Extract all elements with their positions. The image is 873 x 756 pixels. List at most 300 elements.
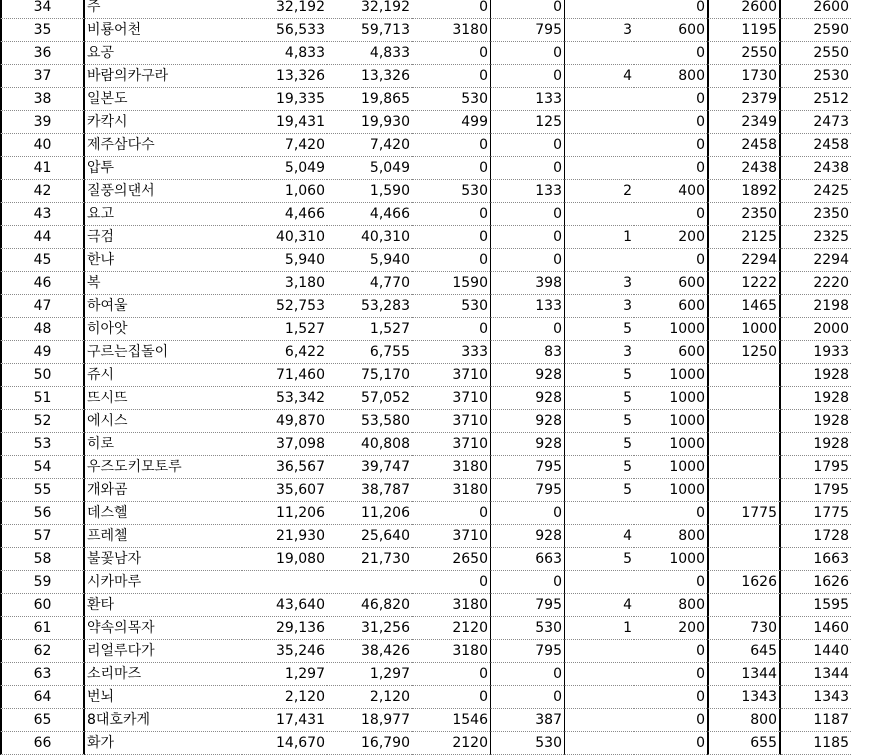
value-b-cell[interactable]: 19,865	[327, 88, 412, 111]
rank-cell[interactable]: 38	[0, 88, 85, 111]
value-b-cell[interactable]: 38,426	[327, 640, 412, 663]
base-points-cell[interactable]: 1000	[707, 318, 781, 341]
name-cell[interactable]: 일본도	[85, 88, 242, 111]
count-points-cell[interactable]: 0	[634, 134, 707, 157]
total-cell[interactable]: 1344	[781, 663, 851, 686]
total-cell[interactable]: 1728	[781, 525, 851, 548]
diff-cell[interactable]: 3710	[412, 364, 490, 387]
rank-cell[interactable]: 51	[0, 387, 85, 410]
rank-cell[interactable]: 64	[0, 686, 85, 709]
quarter-cell[interactable]: 387	[490, 709, 564, 732]
rank-cell[interactable]: 61	[0, 617, 85, 640]
diff-cell[interactable]: 2650	[412, 548, 490, 571]
count-points-cell[interactable]: 600	[634, 272, 707, 295]
count-cell[interactable]	[564, 249, 634, 272]
base-points-cell[interactable]: 1222	[707, 272, 781, 295]
count-points-cell[interactable]: 800	[634, 525, 707, 548]
count-cell[interactable]: 3	[564, 272, 634, 295]
value-a-cell[interactable]: 19,431	[242, 111, 327, 134]
value-a-cell[interactable]: 17,431	[242, 709, 327, 732]
count-cell[interactable]	[564, 502, 634, 525]
quarter-cell[interactable]: 0	[490, 134, 564, 157]
value-b-cell[interactable]: 75,170	[327, 364, 412, 387]
rank-cell[interactable]: 46	[0, 272, 85, 295]
value-a-cell[interactable]: 4,833	[242, 42, 327, 65]
diff-cell[interactable]: 0	[412, 134, 490, 157]
value-a-cell[interactable]: 43,640	[242, 594, 327, 617]
base-points-cell[interactable]: 1344	[707, 663, 781, 686]
name-cell[interactable]: 비룡어천	[85, 19, 242, 42]
value-a-cell[interactable]: 4,466	[242, 203, 327, 226]
value-b-cell[interactable]: 1,590	[327, 180, 412, 203]
rank-cell[interactable]: 48	[0, 318, 85, 341]
count-points-cell[interactable]: 1000	[634, 548, 707, 571]
count-cell[interactable]	[564, 686, 634, 709]
total-cell[interactable]: 2294	[781, 249, 851, 272]
quarter-cell[interactable]: 0	[490, 686, 564, 709]
name-cell[interactable]: 복	[85, 272, 242, 295]
count-cell[interactable]: 1	[564, 226, 634, 249]
base-points-cell[interactable]: 2458	[707, 134, 781, 157]
quarter-cell[interactable]: 0	[490, 571, 564, 594]
value-b-cell[interactable]: 2,120	[327, 686, 412, 709]
value-a-cell[interactable]: 1,527	[242, 318, 327, 341]
diff-cell[interactable]: 333	[412, 341, 490, 364]
value-a-cell[interactable]: 5,940	[242, 249, 327, 272]
count-points-cell[interactable]: 0	[634, 42, 707, 65]
value-b-cell[interactable]: 4,466	[327, 203, 412, 226]
quarter-cell[interactable]: 928	[490, 433, 564, 456]
count-cell[interactable]	[564, 42, 634, 65]
diff-cell[interactable]: 2120	[412, 617, 490, 640]
diff-cell[interactable]: 3180	[412, 479, 490, 502]
count-points-cell[interactable]: 400	[634, 180, 707, 203]
base-points-cell[interactable]: 1195	[707, 19, 781, 42]
value-b-cell[interactable]: 39,747	[327, 456, 412, 479]
quarter-cell[interactable]: 795	[490, 456, 564, 479]
quarter-cell[interactable]: 795	[490, 594, 564, 617]
value-b-cell[interactable]: 25,640	[327, 525, 412, 548]
quarter-cell[interactable]: 795	[490, 640, 564, 663]
rank-cell[interactable]: 41	[0, 157, 85, 180]
base-points-cell[interactable]: 1250	[707, 341, 781, 364]
quarter-cell[interactable]: 125	[490, 111, 564, 134]
value-a-cell[interactable]: 1,297	[242, 663, 327, 686]
value-b-cell[interactable]: 57,052	[327, 387, 412, 410]
total-cell[interactable]: 1795	[781, 456, 851, 479]
quarter-cell[interactable]: 928	[490, 525, 564, 548]
value-a-cell[interactable]: 2,120	[242, 686, 327, 709]
count-cell[interactable]: 4	[564, 525, 634, 548]
base-points-cell[interactable]: 730	[707, 617, 781, 640]
name-cell[interactable]: 8대호카게	[85, 709, 242, 732]
name-cell[interactable]: 요공	[85, 42, 242, 65]
rank-cell[interactable]: 39	[0, 111, 85, 134]
name-cell[interactable]: 하여울	[85, 295, 242, 318]
quarter-cell[interactable]: 530	[490, 617, 564, 640]
value-b-cell[interactable]: 53,580	[327, 410, 412, 433]
name-cell[interactable]: 히아앗	[85, 318, 242, 341]
value-b-cell[interactable]: 21,730	[327, 548, 412, 571]
rank-cell[interactable]: 44	[0, 226, 85, 249]
value-b-cell[interactable]: 32,192	[327, 0, 412, 19]
rank-cell[interactable]: 63	[0, 663, 85, 686]
value-a-cell[interactable]: 11,206	[242, 502, 327, 525]
value-a-cell[interactable]: 1,060	[242, 180, 327, 203]
count-points-cell[interactable]: 0	[634, 640, 707, 663]
name-cell[interactable]: 시카마루	[85, 571, 242, 594]
total-cell[interactable]: 2000	[781, 318, 851, 341]
value-b-cell[interactable]: 38,787	[327, 479, 412, 502]
rank-cell[interactable]: 60	[0, 594, 85, 617]
name-cell[interactable]: 프레첼	[85, 525, 242, 548]
value-a-cell[interactable]: 49,870	[242, 410, 327, 433]
diff-cell[interactable]: 3710	[412, 387, 490, 410]
count-cell[interactable]: 5	[564, 433, 634, 456]
count-cell[interactable]: 5	[564, 364, 634, 387]
quarter-cell[interactable]: 398	[490, 272, 564, 295]
value-b-cell[interactable]	[327, 571, 412, 594]
total-cell[interactable]: 1933	[781, 341, 851, 364]
value-a-cell[interactable]: 6,422	[242, 341, 327, 364]
total-cell[interactable]: 1928	[781, 387, 851, 410]
count-cell[interactable]: 3	[564, 341, 634, 364]
count-points-cell[interactable]: 0	[634, 0, 707, 19]
rank-cell[interactable]: 52	[0, 410, 85, 433]
diff-cell[interactable]: 1546	[412, 709, 490, 732]
diff-cell[interactable]: 0	[412, 318, 490, 341]
total-cell[interactable]: 2325	[781, 226, 851, 249]
total-cell[interactable]: 1595	[781, 594, 851, 617]
base-points-cell[interactable]: 1465	[707, 295, 781, 318]
diff-cell[interactable]: 3710	[412, 525, 490, 548]
diff-cell[interactable]: 2120	[412, 732, 490, 755]
count-points-cell[interactable]: 0	[634, 663, 707, 686]
count-cell[interactable]	[564, 157, 634, 180]
total-cell[interactable]: 1185	[781, 732, 851, 755]
diff-cell[interactable]: 3710	[412, 410, 490, 433]
count-points-cell[interactable]: 0	[634, 249, 707, 272]
value-a-cell[interactable]: 13,326	[242, 65, 327, 88]
name-cell[interactable]: 번뇌	[85, 686, 242, 709]
quarter-cell[interactable]: 0	[490, 249, 564, 272]
rank-cell[interactable]: 66	[0, 732, 85, 755]
diff-cell[interactable]: 1590	[412, 272, 490, 295]
base-points-cell[interactable]: 1343	[707, 686, 781, 709]
count-points-cell[interactable]: 200	[634, 226, 707, 249]
total-cell[interactable]: 1440	[781, 640, 851, 663]
rank-cell[interactable]: 54	[0, 456, 85, 479]
value-b-cell[interactable]: 19,930	[327, 111, 412, 134]
total-cell[interactable]: 1928	[781, 433, 851, 456]
value-b-cell[interactable]: 31,256	[327, 617, 412, 640]
rank-cell[interactable]: 65	[0, 709, 85, 732]
rank-cell[interactable]: 40	[0, 134, 85, 157]
diff-cell[interactable]: 0	[412, 571, 490, 594]
value-a-cell[interactable]: 32,192	[242, 0, 327, 19]
quarter-cell[interactable]: 0	[490, 0, 564, 19]
name-cell[interactable]: 한냐	[85, 249, 242, 272]
quarter-cell[interactable]: 0	[490, 65, 564, 88]
quarter-cell[interactable]: 0	[490, 226, 564, 249]
value-b-cell[interactable]: 5,940	[327, 249, 412, 272]
diff-cell[interactable]: 3180	[412, 456, 490, 479]
base-points-cell[interactable]: 800	[707, 709, 781, 732]
quarter-cell[interactable]: 83	[490, 341, 564, 364]
count-points-cell[interactable]: 1000	[634, 387, 707, 410]
base-points-cell[interactable]	[707, 387, 781, 410]
diff-cell[interactable]: 3180	[412, 640, 490, 663]
count-cell[interactable]	[564, 709, 634, 732]
count-points-cell[interactable]: 600	[634, 19, 707, 42]
value-b-cell[interactable]: 1,297	[327, 663, 412, 686]
diff-cell[interactable]: 0	[412, 42, 490, 65]
value-a-cell[interactable]: 19,335	[242, 88, 327, 111]
rank-cell[interactable]: 36	[0, 42, 85, 65]
diff-cell[interactable]: 3180	[412, 19, 490, 42]
rank-cell[interactable]: 57	[0, 525, 85, 548]
name-cell[interactable]: 압투	[85, 157, 242, 180]
name-cell[interactable]: 데스헬	[85, 502, 242, 525]
rank-cell[interactable]: 37	[0, 65, 85, 88]
diff-cell[interactable]: 0	[412, 203, 490, 226]
value-b-cell[interactable]: 6,755	[327, 341, 412, 364]
total-cell[interactable]: 2198	[781, 295, 851, 318]
name-cell[interactable]: 주	[85, 0, 242, 19]
count-cell[interactable]	[564, 640, 634, 663]
count-cell[interactable]	[564, 88, 634, 111]
name-cell[interactable]: 구르는집돌이	[85, 341, 242, 364]
name-cell[interactable]: 약속의목자	[85, 617, 242, 640]
rank-cell[interactable]: 62	[0, 640, 85, 663]
quarter-cell[interactable]: 530	[490, 732, 564, 755]
count-points-cell[interactable]: 0	[634, 157, 707, 180]
total-cell[interactable]: 2600	[781, 0, 851, 19]
rank-cell[interactable]: 58	[0, 548, 85, 571]
value-b-cell[interactable]: 16,790	[327, 732, 412, 755]
quarter-cell[interactable]: 133	[490, 180, 564, 203]
base-points-cell[interactable]	[707, 479, 781, 502]
base-points-cell[interactable]	[707, 594, 781, 617]
base-points-cell[interactable]: 1730	[707, 65, 781, 88]
count-cell[interactable]	[564, 663, 634, 686]
base-points-cell[interactable]: 2349	[707, 111, 781, 134]
count-points-cell[interactable]: 800	[634, 594, 707, 617]
diff-cell[interactable]: 3180	[412, 594, 490, 617]
count-cell[interactable]	[564, 134, 634, 157]
rank-cell[interactable]: 34	[0, 0, 85, 19]
count-cell[interactable]: 5	[564, 318, 634, 341]
name-cell[interactable]: 환타	[85, 594, 242, 617]
rank-cell[interactable]: 50	[0, 364, 85, 387]
count-points-cell[interactable]: 1000	[634, 318, 707, 341]
quarter-cell[interactable]: 663	[490, 548, 564, 571]
value-b-cell[interactable]: 40,808	[327, 433, 412, 456]
value-b-cell[interactable]: 7,420	[327, 134, 412, 157]
base-points-cell[interactable]: 645	[707, 640, 781, 663]
count-points-cell[interactable]: 0	[634, 709, 707, 732]
count-cell[interactable]: 5	[564, 548, 634, 571]
name-cell[interactable]: 히로	[85, 433, 242, 456]
name-cell[interactable]: 질풍의댄서	[85, 180, 242, 203]
name-cell[interactable]: 쥬시	[85, 364, 242, 387]
diff-cell[interactable]: 0	[412, 157, 490, 180]
name-cell[interactable]: 우즈도키모토루	[85, 456, 242, 479]
base-points-cell[interactable]	[707, 456, 781, 479]
name-cell[interactable]: 극검	[85, 226, 242, 249]
name-cell[interactable]: 뜨시뜨	[85, 387, 242, 410]
value-a-cell[interactable]: 19,080	[242, 548, 327, 571]
value-b-cell[interactable]: 4,770	[327, 272, 412, 295]
name-cell[interactable]: 화가	[85, 732, 242, 755]
diff-cell[interactable]: 530	[412, 88, 490, 111]
base-points-cell[interactable]: 2600	[707, 0, 781, 19]
value-a-cell[interactable]	[242, 571, 327, 594]
name-cell[interactable]: 불꽃남자	[85, 548, 242, 571]
total-cell[interactable]: 2425	[781, 180, 851, 203]
name-cell[interactable]: 요고	[85, 203, 242, 226]
count-cell[interactable]: 3	[564, 295, 634, 318]
value-a-cell[interactable]: 7,420	[242, 134, 327, 157]
base-points-cell[interactable]: 1892	[707, 180, 781, 203]
value-b-cell[interactable]: 5,049	[327, 157, 412, 180]
total-cell[interactable]: 2512	[781, 88, 851, 111]
value-b-cell[interactable]: 11,206	[327, 502, 412, 525]
quarter-cell[interactable]: 928	[490, 387, 564, 410]
name-cell[interactable]: 바람의카구라	[85, 65, 242, 88]
quarter-cell[interactable]: 0	[490, 203, 564, 226]
value-a-cell[interactable]: 52,753	[242, 295, 327, 318]
total-cell[interactable]: 1460	[781, 617, 851, 640]
base-points-cell[interactable]: 2379	[707, 88, 781, 111]
total-cell[interactable]: 2550	[781, 42, 851, 65]
value-b-cell[interactable]: 40,310	[327, 226, 412, 249]
quarter-cell[interactable]: 795	[490, 19, 564, 42]
base-points-cell[interactable]	[707, 433, 781, 456]
count-points-cell[interactable]: 1000	[634, 364, 707, 387]
count-points-cell[interactable]: 0	[634, 111, 707, 134]
quarter-cell[interactable]: 133	[490, 295, 564, 318]
value-a-cell[interactable]: 56,533	[242, 19, 327, 42]
total-cell[interactable]: 2458	[781, 134, 851, 157]
total-cell[interactable]: 2438	[781, 157, 851, 180]
quarter-cell[interactable]: 0	[490, 157, 564, 180]
base-points-cell[interactable]	[707, 364, 781, 387]
total-cell[interactable]: 1626	[781, 571, 851, 594]
count-cell[interactable]: 4	[564, 594, 634, 617]
rank-cell[interactable]: 59	[0, 571, 85, 594]
quarter-cell[interactable]: 795	[490, 479, 564, 502]
total-cell[interactable]: 2350	[781, 203, 851, 226]
total-cell[interactable]: 2220	[781, 272, 851, 295]
name-cell[interactable]: 에시스	[85, 410, 242, 433]
base-points-cell[interactable]: 2438	[707, 157, 781, 180]
base-points-cell[interactable]: 655	[707, 732, 781, 755]
diff-cell[interactable]: 530	[412, 180, 490, 203]
count-points-cell[interactable]: 800	[634, 65, 707, 88]
quarter-cell[interactable]: 133	[490, 88, 564, 111]
count-cell[interactable]	[564, 732, 634, 755]
total-cell[interactable]: 2530	[781, 65, 851, 88]
count-points-cell[interactable]: 200	[634, 617, 707, 640]
name-cell[interactable]: 카칵시	[85, 111, 242, 134]
value-b-cell[interactable]: 4,833	[327, 42, 412, 65]
diff-cell[interactable]: 530	[412, 295, 490, 318]
value-a-cell[interactable]: 71,460	[242, 364, 327, 387]
count-points-cell[interactable]: 0	[634, 203, 707, 226]
count-points-cell[interactable]: 1000	[634, 433, 707, 456]
count-cell[interactable]: 5	[564, 410, 634, 433]
value-a-cell[interactable]: 14,670	[242, 732, 327, 755]
count-cell[interactable]: 5	[564, 479, 634, 502]
value-b-cell[interactable]: 46,820	[327, 594, 412, 617]
value-a-cell[interactable]: 35,246	[242, 640, 327, 663]
value-a-cell[interactable]: 5,049	[242, 157, 327, 180]
diff-cell[interactable]: 0	[412, 249, 490, 272]
count-cell[interactable]	[564, 203, 634, 226]
base-points-cell[interactable]: 2294	[707, 249, 781, 272]
count-cell[interactable]: 2	[564, 180, 634, 203]
quarter-cell[interactable]: 928	[490, 364, 564, 387]
total-cell[interactable]: 1928	[781, 410, 851, 433]
rank-cell[interactable]: 35	[0, 19, 85, 42]
value-a-cell[interactable]: 3,180	[242, 272, 327, 295]
diff-cell[interactable]: 0	[412, 65, 490, 88]
base-points-cell[interactable]: 2550	[707, 42, 781, 65]
name-cell[interactable]: 개와곰	[85, 479, 242, 502]
rank-cell[interactable]: 45	[0, 249, 85, 272]
count-points-cell[interactable]: 600	[634, 341, 707, 364]
rank-cell[interactable]: 43	[0, 203, 85, 226]
count-points-cell[interactable]: 1000	[634, 410, 707, 433]
count-points-cell[interactable]: 0	[634, 502, 707, 525]
value-a-cell[interactable]: 37,098	[242, 433, 327, 456]
count-points-cell[interactable]: 0	[634, 732, 707, 755]
count-cell[interactable]	[564, 571, 634, 594]
name-cell[interactable]: 소리마즈	[85, 663, 242, 686]
rank-cell[interactable]: 49	[0, 341, 85, 364]
count-cell[interactable]	[564, 111, 634, 134]
base-points-cell[interactable]: 2125	[707, 226, 781, 249]
diff-cell[interactable]: 499	[412, 111, 490, 134]
value-a-cell[interactable]: 35,607	[242, 479, 327, 502]
diff-cell[interactable]: 3710	[412, 433, 490, 456]
value-b-cell[interactable]: 18,977	[327, 709, 412, 732]
count-points-cell[interactable]: 0	[634, 571, 707, 594]
base-points-cell[interactable]	[707, 525, 781, 548]
value-a-cell[interactable]: 29,136	[242, 617, 327, 640]
quarter-cell[interactable]: 0	[490, 663, 564, 686]
count-cell[interactable]: 3	[564, 19, 634, 42]
count-points-cell[interactable]: 1000	[634, 479, 707, 502]
base-points-cell[interactable]	[707, 410, 781, 433]
base-points-cell[interactable]: 1626	[707, 571, 781, 594]
base-points-cell[interactable]: 1775	[707, 502, 781, 525]
total-cell[interactable]: 1928	[781, 364, 851, 387]
diff-cell[interactable]: 0	[412, 0, 490, 19]
value-a-cell[interactable]: 21,930	[242, 525, 327, 548]
total-cell[interactable]: 1343	[781, 686, 851, 709]
count-points-cell[interactable]: 0	[634, 686, 707, 709]
value-b-cell[interactable]: 1,527	[327, 318, 412, 341]
count-cell[interactable]: 1	[564, 617, 634, 640]
value-a-cell[interactable]: 40,310	[242, 226, 327, 249]
diff-cell[interactable]: 0	[412, 663, 490, 686]
name-cell[interactable]: 리얼루다가	[85, 640, 242, 663]
rank-cell[interactable]: 56	[0, 502, 85, 525]
diff-cell[interactable]: 0	[412, 226, 490, 249]
diff-cell[interactable]: 0	[412, 686, 490, 709]
